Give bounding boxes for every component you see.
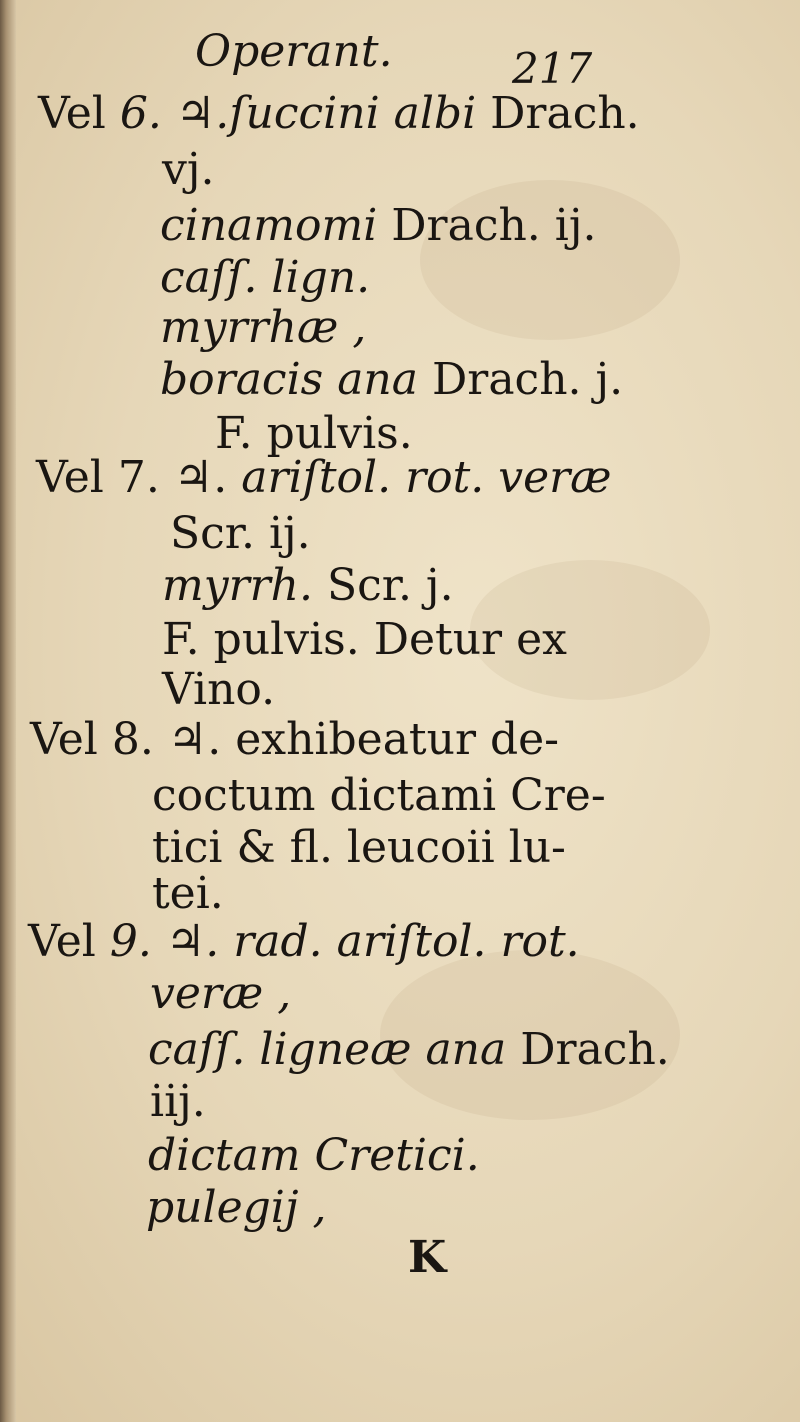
text-line: tei. [152, 868, 224, 919]
ingredient: ariſtol. rot. veræ [227, 452, 612, 503]
signature-mark: K [408, 1232, 447, 1283]
text-line [160, 200, 597, 251]
text-line: veræ , [150, 968, 292, 1019]
text-line: iij. [150, 1076, 206, 1127]
text-line: Vino. [162, 664, 276, 715]
running-title: Operant. [195, 26, 393, 77]
measure: Drach. ij. [377, 200, 597, 251]
text-line: tici & fl. leucoii lu- [152, 822, 566, 873]
text-line [36, 452, 612, 503]
measure: Drach. [476, 88, 640, 139]
recipe-number: 6. ♃. [119, 88, 230, 139]
measure: Drach. [506, 1024, 670, 1075]
vel-label: Vel [38, 88, 120, 139]
text-line: F. pulvis. Detur ex [162, 614, 567, 665]
text-line [162, 560, 454, 611]
text-line: dictam Cretici. [148, 1130, 480, 1181]
text-line: pulegij , [146, 1182, 327, 1233]
ingredient: boracis ana [160, 354, 419, 405]
text-line: Vel 8. ♃. exhibeatur de- [30, 714, 560, 765]
vel-label: Vel [36, 452, 118, 503]
ingredient: ſuccini albi [229, 88, 477, 139]
text-line [148, 1024, 670, 1075]
text-line [28, 916, 580, 967]
text-line: Scr. ij. [170, 508, 311, 559]
text-line: coctum dictami Cre- [152, 770, 606, 821]
text-line: caſſ. lign. [160, 252, 371, 303]
ingredient: cinamomi [160, 200, 378, 251]
vel-label: Vel [28, 916, 110, 967]
text-line: myrrhæ , [160, 302, 367, 353]
page-number: 217 [512, 44, 593, 93]
page-gutter [0, 0, 16, 1422]
text-line [38, 88, 640, 139]
measure: Drach. j. [418, 354, 624, 405]
recipe-number: 9. ♃. [109, 916, 220, 967]
ingredient: myrrh. [162, 560, 313, 611]
text-line: vj. [162, 144, 215, 195]
recipe-number: 7. ♃. [117, 452, 228, 503]
measure: Scr. j. [312, 560, 454, 611]
ingredient: caſſ. ligneæ ana [148, 1024, 507, 1075]
text-line: F. pulvis. [215, 408, 413, 459]
text-line [160, 354, 624, 405]
ingredient: rad. ariſtol. rot. [219, 916, 580, 967]
